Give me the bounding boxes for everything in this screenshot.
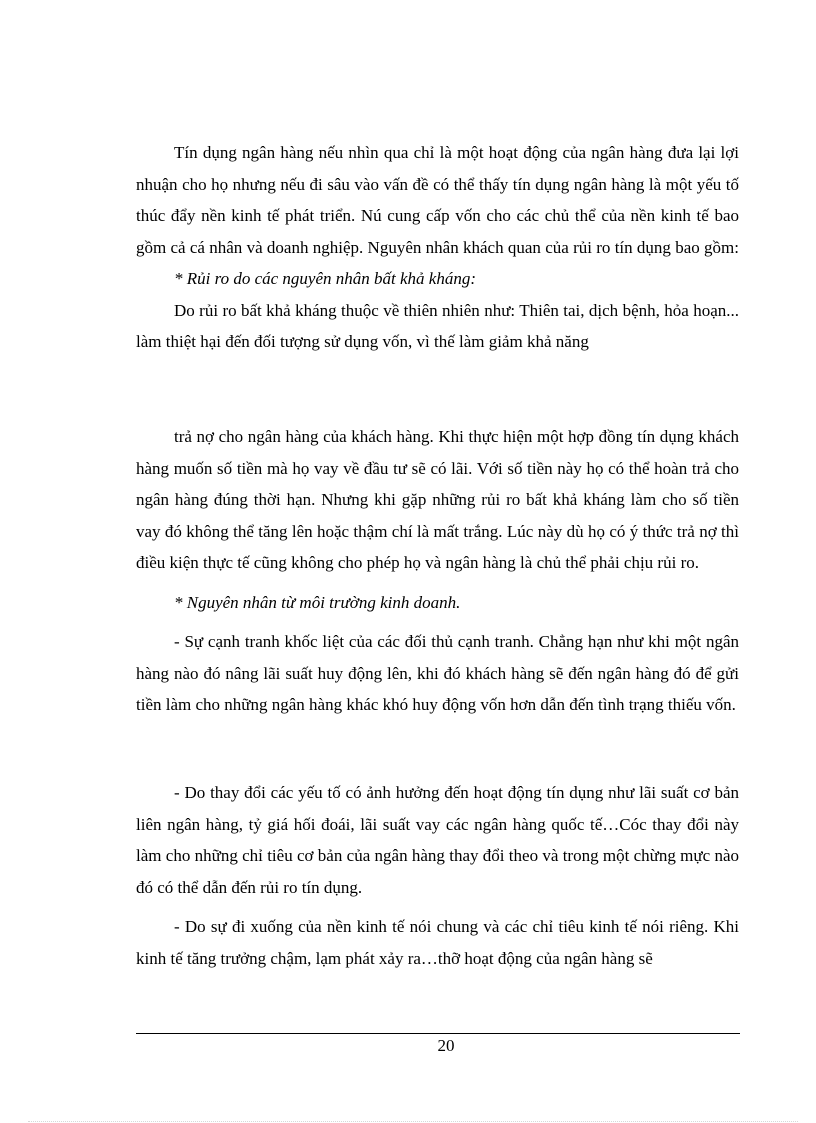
paragraph-force-majeure: Do rủi ro bất khả kháng thuộc về thiên nhiên như: Thiên tai, dịch bệnh, hỏa hoạn... làm thiệt hại đến đối tượng sử dụng vốn, vì thế làm giảm khả năng (136, 300, 739, 351)
paragraph-interest-rates: - Do thay đổi các yếu tố có ảnh hưởng đến hoạt động tín dụng như lãi suất cơ bản liên ngân hàng, tỷ giá hối đoái, lãi suất vay các ngân hàng quốc tế…Cóc thay đổi này làm cho những chỉ tiêu cơ bản của ngân hàng thay đổi theo và trong một chừng mực nào đó có thể dẫn đến rủi ro tín dụng. (136, 783, 739, 897)
text-block-top (136, 137, 739, 358)
paragraph-repayment: trả nợ cho ngân hàng của khách hàng. Khi thực hiện một hợp đồng tín dụng khách hàng muốn số tiền mà họ vay về đầu tư sẽ có lãi. Với số tiền này họ có thể hoàn trả cho ngân hàng đúng thời hạn. Nhưng khi gặp những rủi ro bất khả kháng làm cho số tiền vay đó không thể tăng lên hoặc thậm chí là mất trắng. Lúc này dù họ có ý thức trả nợ thì điều kiện thực tế cũng không cho phép họ và ngân hàng là chủ thể phải chịu rủi ro. (136, 427, 739, 572)
text-block-middle (136, 421, 739, 721)
heading-business-environment: * Nguyên nhân từ môi trường kinh doanh. (174, 592, 461, 612)
paragraph-economic-downturn: - Do sự đi xuống của nền kinh tế nói chung và các chỉ tiêu kinh tế nói riêng. Khi kinh tế tăng trưởng chậm, lạm phát xảy ra…thỡ hoạt động của ngân hàng sẽ (136, 917, 739, 968)
text-block-bottom (136, 777, 739, 974)
page-number: 20 (437, 1036, 455, 1055)
heading-force-majeure: * Rủi ro do các nguyên nhân bất khả kháng: (174, 269, 476, 288)
footer-rule (136, 1033, 740, 1034)
page-bottom-edge (28, 1121, 798, 1122)
paragraph-credit-intro: Tín dụng ngân hàng nếu nhìn qua chỉ là một hoạt động của ngân hàng đưa lại lợi nhuận cho họ nhưng nếu đi sâu vào vấn đề có thể thấy tín dụng ngân hàng là một yếu tố thúc đẩy nền kinh tế phát triển. Nú cung cấp vốn cho các chủ thể của nền kinh tế bao gồm cả cá nhân và doanh nghiệp. Nguyên nhân khách quan của rủi ro tín dụng bao gồm: (136, 143, 739, 257)
paragraph-competition: - Sự cạnh tranh khốc liệt của các đối thủ cạnh tranh. Chẳng hạn như khi một ngân hàng nào đó nâng lãi suất huy động lên, khi đó khách hàng sẽ đến ngân hàng đó để gửi tiền làm cho những ngân hàng khác khó huy động vốn hơn dẫn đến tình trạng thiếu vốn. (136, 632, 739, 714)
